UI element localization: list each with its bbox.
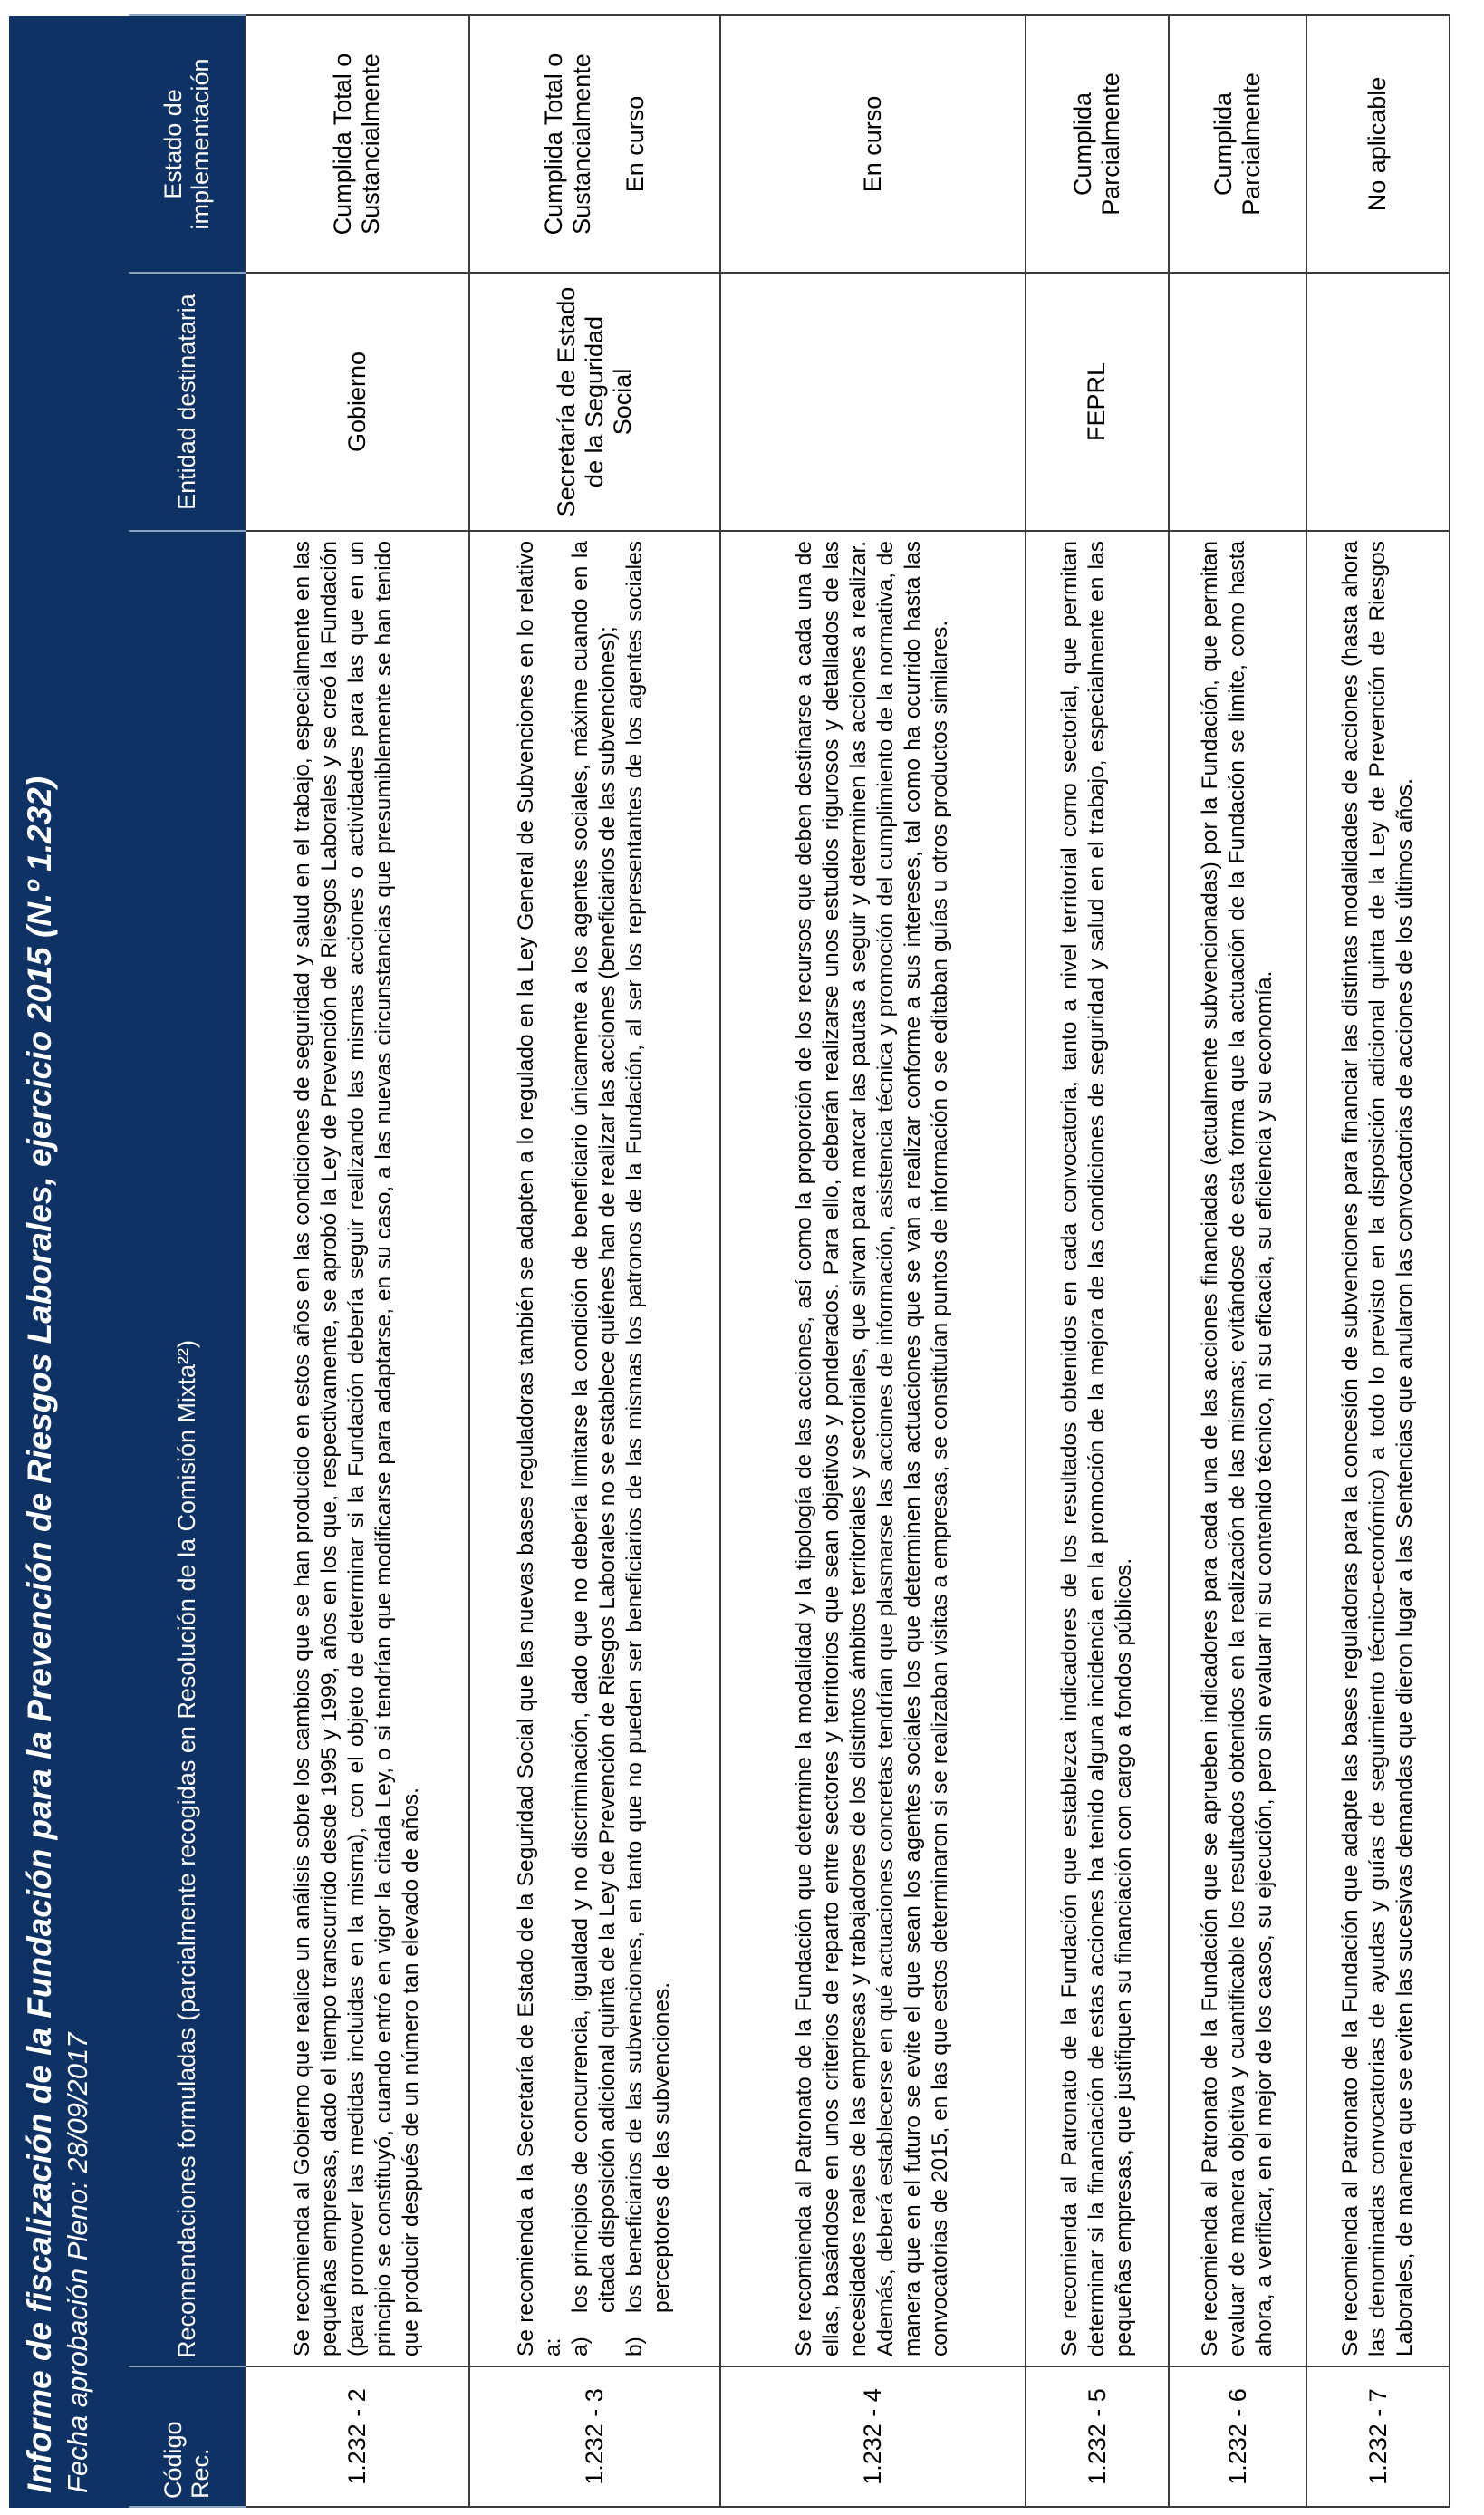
rec-text: Se recomienda al Patronato de la Fundación que establezca indicadores de los resultados obtenidos en cada convocatoria, tanto a nivel territorial como sectorial, que permitan determinar si la financiación de estas acciones ha tenido alguna incidencia en la promoción de la mejora de las condiciones de seguridad y salud en el trabajo, especialmente en las pequeñas empresas, que justifiquen su financiación con cargo a fondos públicos. xyxy=(1026,531,1169,2366)
table-header-row xyxy=(129,15,246,2507)
rec-entity xyxy=(720,273,1026,531)
rec-code: 1.232 - 6 xyxy=(1169,2366,1306,2507)
rec-status xyxy=(469,15,720,273)
rec-entity: FEPRL xyxy=(1026,273,1169,531)
rec-code: 1.232 - 4 xyxy=(720,2366,1026,2507)
rec-entity xyxy=(1306,273,1450,531)
col-entity-header: Entidad destinataria xyxy=(129,273,246,531)
list-item-text: los beneficiarios de las subvenciones, en tanto que no pueden ser beneficiarios de las mismas los patronos de la Fundación, al ser los representantes de los agentes sociales perceptores de las subvenciones. xyxy=(622,541,674,2313)
rec-code: 1.232 - 3 xyxy=(469,2366,720,2507)
status-primary: Cumplida Total o Sustancialmente xyxy=(539,53,595,236)
rec-code: 1.232 - 5 xyxy=(1026,2366,1169,2507)
table-row xyxy=(1026,15,1169,2507)
rec-status: Cumplida Parcialmente xyxy=(1169,15,1306,273)
rec-entity: Gobierno xyxy=(246,273,469,531)
rec-text xyxy=(469,531,720,2366)
rec-entity xyxy=(1169,273,1306,531)
list-item-label: a) xyxy=(568,2337,593,2356)
rec-text: Se recomienda al Patronato de la Fundación que determine la modalidad y la tipología de las acciones, así como la proporción de los recursos que deben destinarse a cada una de ellas, basándose en unos criterios de reparto entre sectores y territorios que sean objetivos y ponderados. Para ello, deberán realizarse unos estudios rigurosos y detallados de las necesidades reales de las empresas y trabajadores de los distintos ámbitos territoriales y sectoriales, que sirvan para marcar las pautas a seguir y determinen las acciones a realizar. Además, deberá establecerse en qué actuaciones concretas tendrían que plasmarse las acciones de información, asistencia técnica y promoción del cumplimiento de la normativa, de manera que en el futuro se evite el que sean los agentes sociales los que determinen las actuaciones que se van a realizar conforme a sus intereses, tal como ha ocurrido hasta las convocatorias de 2015, en las que estos determinaron si se realizaban visitas a empresas, se constituían puntos de información o se editaban guías u otros productos similares. xyxy=(720,531,1026,2366)
col-code-header: Código Rec. xyxy=(129,2366,246,2507)
report-header xyxy=(9,16,129,2508)
recommendations-table xyxy=(129,14,1450,2508)
approval-date: Fecha aprobación Pleno: 28/09/2017 xyxy=(62,2032,93,2493)
table-row xyxy=(720,15,1026,2507)
table-row xyxy=(1306,15,1450,2507)
report-frame xyxy=(9,16,1459,2508)
list-item xyxy=(567,541,622,2356)
list-item-text: los principios de concurrencia, igualdad y no discriminación, dado que no debería limitarse la condición de beneficiario únicamente a los agentes sociales, máxime cuando en la citada disposición adicional quinta de la Ley de Prevención de Riesgos Laborales no se establece quiénes han de realizar las acciones (beneficiarios de las subvenciones); xyxy=(568,541,620,2313)
list-item-label: b) xyxy=(622,2337,647,2356)
table-row xyxy=(1169,15,1306,2507)
rec-intro: Se recomienda a la Secretaría de Estado de la Seguridad Social que las nuevas bases reguladoras también se adapten a lo regulado en la Ley General de Subvenciones en lo relativo a: xyxy=(514,541,565,2356)
col-status-header: Estado de implementación xyxy=(129,15,246,273)
rec-status: No aplicable xyxy=(1306,15,1450,273)
rec-status: En curso xyxy=(720,15,1026,273)
rec-code: 1.232 - 7 xyxy=(1306,2366,1450,2507)
rec-status: Cumplida Total o Sustancialmente xyxy=(246,15,469,273)
rec-text: Se recomienda al Patronato de la Fundación que adapte las bases reguladoras para la concesión de subvenciones para financiar las distintas modalidades de acciones (hasta ahora las denominadas convocatorias de ayudas y guías de seguimiento técnico-económico) a todo lo previsto en la disposición adicional quinta de la Ley de Prevención de Riesgos Laborales, de manera que se eviten las sucesivas demandas que dieron lugar a las Sentencias que anularon las convocatorias de acciones de los últimos años. xyxy=(1306,531,1450,2366)
list-item xyxy=(622,541,676,2356)
report-title: Informe de fiscalización de la Fundación para la Prevención de Riesgos Laborales, ejercicio 2015 (N.º 1.232) xyxy=(21,776,58,2493)
col-recommendation-header: Recomendaciones formuladas (parcialmente recogidas en Resolución de la Comisión Mixta²²) xyxy=(129,531,246,2366)
table-row xyxy=(469,15,720,2507)
rec-text: Se recomienda al Patronato de la Fundación que se aprueben indicadores para cada una de las acciones financiadas (actualmente subvencionadas) por la Fundación, que permitan evaluar de manera objetiva y cuantificable los resultados obtenidos en la realización de las mismas; evitándose de esta forma que la actuación de la Fundación se limite, como hasta ahora, a verificar, en el mejor de los casos, su ejecución, pero sin evaluar ni su contenido técnico, ni su eficacia, su eficiencia y su economía. xyxy=(1169,531,1306,2366)
table-row xyxy=(246,15,469,2507)
rec-entity: Secretaría de Estado de la Seguridad Social xyxy=(469,273,720,531)
rec-text: Se recomienda al Gobierno que realice un análisis sobre los cambios que se han producido en estos años en las condiciones de seguridad y salud en el trabajo, especialmente en las pequeñas empresas, dado el tiempo transcurrido desde 1995 y 1999, años en los que, respectivamente, se aprobó la Ley de Prevención de Riesgos Laborales y se creó la Fundación (para promover las medidas incluidas en la misma), con el objeto de determinar si la Fundación debería seguir realizando las mismas acciones o actividades para las que en un principio se constituyó, cuando entró en vigor la citada Ley, o si tendrían que modificarse para adaptarse, en su caso, a las nuevas circunstancias que presumiblemente se han tenido que producir después de un número tan elevado de años. xyxy=(246,531,469,2366)
rec-status: Cumplida Parcialmente xyxy=(1026,15,1169,273)
rec-code: 1.232 - 2 xyxy=(246,2366,469,2507)
status-secondary: En curso xyxy=(621,95,649,193)
